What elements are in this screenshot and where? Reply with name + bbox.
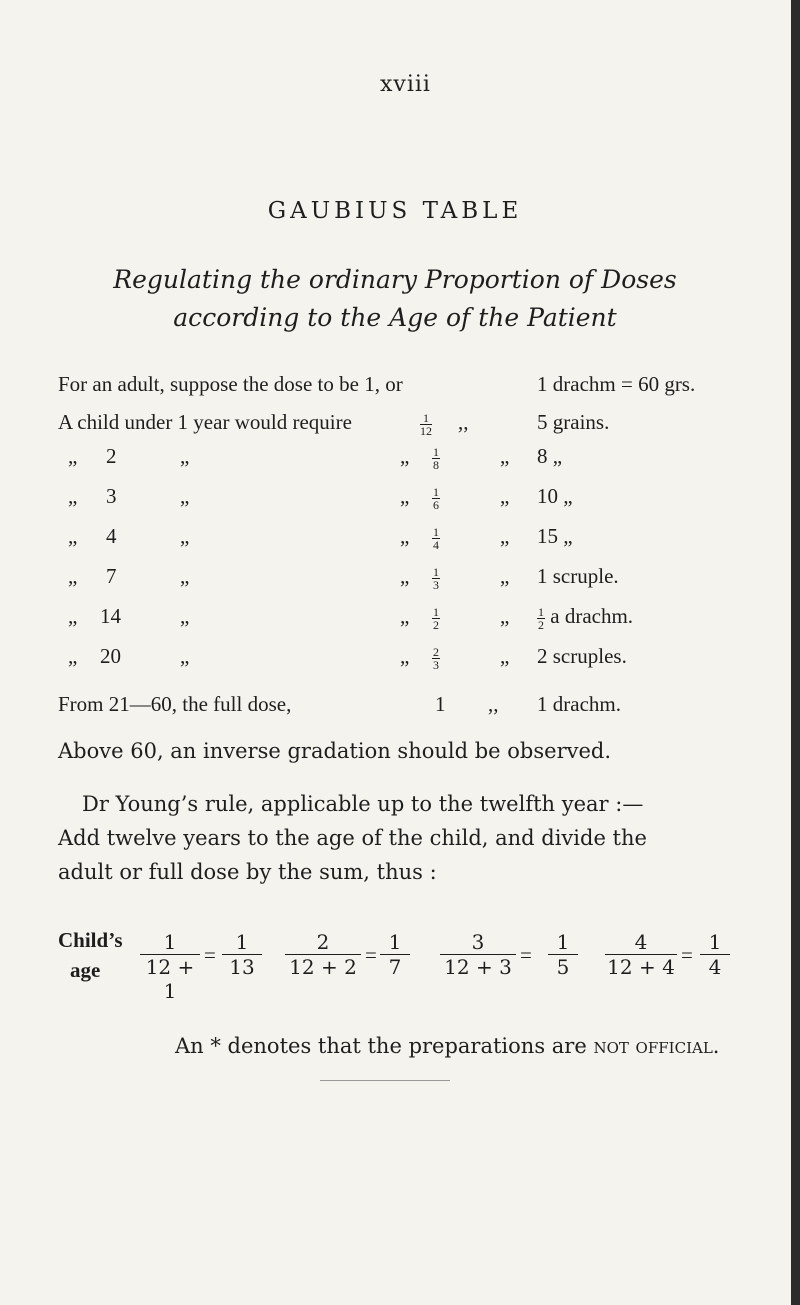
frac-denominator: 2	[433, 617, 439, 632]
equation-label-childs: Child’s	[58, 928, 123, 952]
fraction-denominator: 12 + 3	[444, 955, 512, 979]
equation-fraction	[605, 930, 677, 979]
ditto-mark: ,,	[488, 692, 499, 716]
frac-numerator: 1	[433, 524, 439, 539]
frac-denominator: 3	[433, 657, 439, 672]
row-age: 14	[100, 604, 121, 628]
ditto-mark: ,,	[458, 410, 469, 434]
ditto-mark: „	[500, 524, 510, 548]
footnote	[175, 1030, 719, 1062]
equation-fraction	[285, 930, 361, 979]
row-age: 20	[100, 644, 121, 668]
frac-denominator: 6	[433, 497, 439, 512]
first-child-label: A child under 1 year would require	[58, 410, 352, 434]
ditto-mark: „	[68, 564, 78, 588]
row-age: 7	[106, 564, 117, 588]
frac-denominator: 2	[538, 617, 544, 632]
equation-fraction	[440, 930, 516, 979]
row-age: 4	[106, 524, 117, 548]
equation-fraction	[222, 930, 262, 979]
frac-numerator: 1	[433, 564, 439, 579]
subtitle-line-2: according to the Age of the Patient	[173, 303, 617, 332]
row-age: 2	[106, 444, 117, 468]
equation-fraction	[700, 930, 730, 979]
row-fraction	[432, 444, 440, 471]
fraction-denominator: 13	[229, 955, 255, 979]
ditto-mark: „	[500, 484, 510, 508]
equation-label-age: age	[70, 958, 101, 982]
fraction-numerator: 1	[140, 930, 200, 955]
ditto-mark: „	[68, 524, 78, 548]
row-age: 3	[106, 484, 117, 508]
fraction-numerator: 1	[222, 930, 262, 955]
footnote-text: An * denotes that the preparations are	[175, 1034, 587, 1058]
ditto-mark: „	[68, 644, 78, 668]
row-dose: 10 „	[537, 484, 573, 508]
young-rule-line-1: Dr Young’s rule, applicable up to the twelfth year :—	[82, 792, 644, 816]
equals-sign: =	[365, 943, 377, 967]
equals-sign: =	[204, 943, 216, 967]
equation-fraction	[548, 930, 578, 979]
ditto-mark: „	[180, 564, 190, 588]
fraction-denominator: 7	[388, 955, 402, 979]
ditto-mark: „	[180, 444, 190, 468]
row-fraction	[432, 524, 440, 551]
row-dose: 2 scruples.	[537, 644, 627, 668]
frac-numerator: 1	[420, 412, 432, 425]
subtitle-line-1: Regulating the ordinary Proportion of Doses	[113, 265, 677, 294]
ditto-mark: „	[180, 644, 190, 668]
dose-row	[0, 444, 790, 478]
footnote-caps: not official.	[593, 1034, 720, 1058]
frac-numerator: 1	[433, 484, 439, 499]
full-dose-value: 1	[435, 692, 446, 716]
ditto-mark: „	[400, 604, 410, 628]
ditto-mark: „	[400, 524, 410, 548]
ditto-mark: „	[500, 644, 510, 668]
fraction-numerator: 1	[700, 930, 730, 955]
adult-row	[0, 372, 790, 406]
fraction-numerator: 4	[605, 930, 677, 955]
page-number: xviii	[380, 72, 431, 97]
ditto-mark: „	[400, 444, 410, 468]
fraction-numerator: 3	[440, 930, 516, 955]
above-60-note: Above 60, an inverse gradation should be observed.	[58, 739, 612, 763]
ditto-mark: „	[500, 604, 510, 628]
equation-fraction	[140, 930, 200, 1003]
ditto-mark: „	[500, 564, 510, 588]
equals-sign: =	[681, 943, 693, 967]
ditto-mark: „	[180, 524, 190, 548]
ditto-mark: „	[180, 484, 190, 508]
full-dose-amount: 1 drachm.	[537, 692, 621, 716]
ditto-mark: „	[400, 644, 410, 668]
row-fraction	[432, 604, 440, 631]
first-child-dose: 5 grains.	[537, 410, 610, 434]
dose-row	[0, 564, 790, 598]
fraction-numerator: 1	[380, 930, 410, 955]
fraction-numerator: 1	[548, 930, 578, 955]
dose-row	[0, 644, 790, 678]
first-child-fraction	[420, 410, 432, 437]
frac-denominator: 8	[433, 457, 439, 472]
dose-row	[0, 604, 790, 638]
full-dose-row	[0, 692, 790, 726]
frac-denominator: 12	[420, 423, 432, 438]
dose-row	[0, 524, 790, 558]
ditto-mark: „	[68, 444, 78, 468]
fraction-denominator: 12 + 1	[145, 955, 195, 1003]
young-rule-line-2: Add twelve years to the age of the child, and divide the	[58, 826, 647, 850]
page-title: GAUBIUS TABLE	[267, 198, 523, 224]
equals-sign: =	[520, 943, 532, 967]
frac-denominator: 4	[433, 537, 439, 552]
young-rule-line-3: adult or full dose by the sum, thus :	[58, 860, 437, 884]
ditto-mark: „	[68, 484, 78, 508]
fraction-denominator: 12 + 4	[607, 955, 675, 979]
adult-row-text: For an adult, suppose the dose to be 1, or	[58, 372, 403, 396]
frac-numerator: 1	[538, 604, 544, 619]
frac-numerator: 1	[433, 604, 439, 619]
frac-numerator: 1	[433, 444, 439, 459]
row-fraction	[432, 644, 440, 671]
divider	[320, 1080, 450, 1081]
fraction-denominator: 12 + 2	[289, 955, 357, 979]
full-dose-label: From 21—60, the full dose,	[58, 692, 292, 716]
row-dose: 15 „	[537, 524, 573, 548]
ditto-mark: „	[180, 604, 190, 628]
ditto-mark: „	[400, 564, 410, 588]
row-dose: 1 scruple.	[537, 564, 619, 588]
ditto-mark: „	[68, 604, 78, 628]
dose-row	[0, 484, 790, 518]
ditto-mark: „	[500, 444, 510, 468]
fraction-denominator: 4	[708, 955, 722, 979]
adult-row-dose: 1 drachm = 60 grs.	[537, 372, 696, 396]
row-fraction	[432, 564, 440, 591]
row-dose-text: a drachm.	[550, 604, 634, 628]
frac-denominator: 3	[433, 577, 439, 592]
equation-fraction	[380, 930, 410, 979]
page-edge	[791, 0, 800, 1305]
frac-numerator: 2	[433, 644, 439, 659]
ditto-mark: „	[400, 484, 410, 508]
row-dose	[537, 604, 633, 631]
row-dose: 8 „	[537, 444, 563, 468]
fraction-denominator: 5	[556, 955, 570, 979]
fraction-numerator: 2	[285, 930, 361, 955]
row-fraction	[432, 484, 440, 511]
first-child-row	[0, 410, 790, 444]
